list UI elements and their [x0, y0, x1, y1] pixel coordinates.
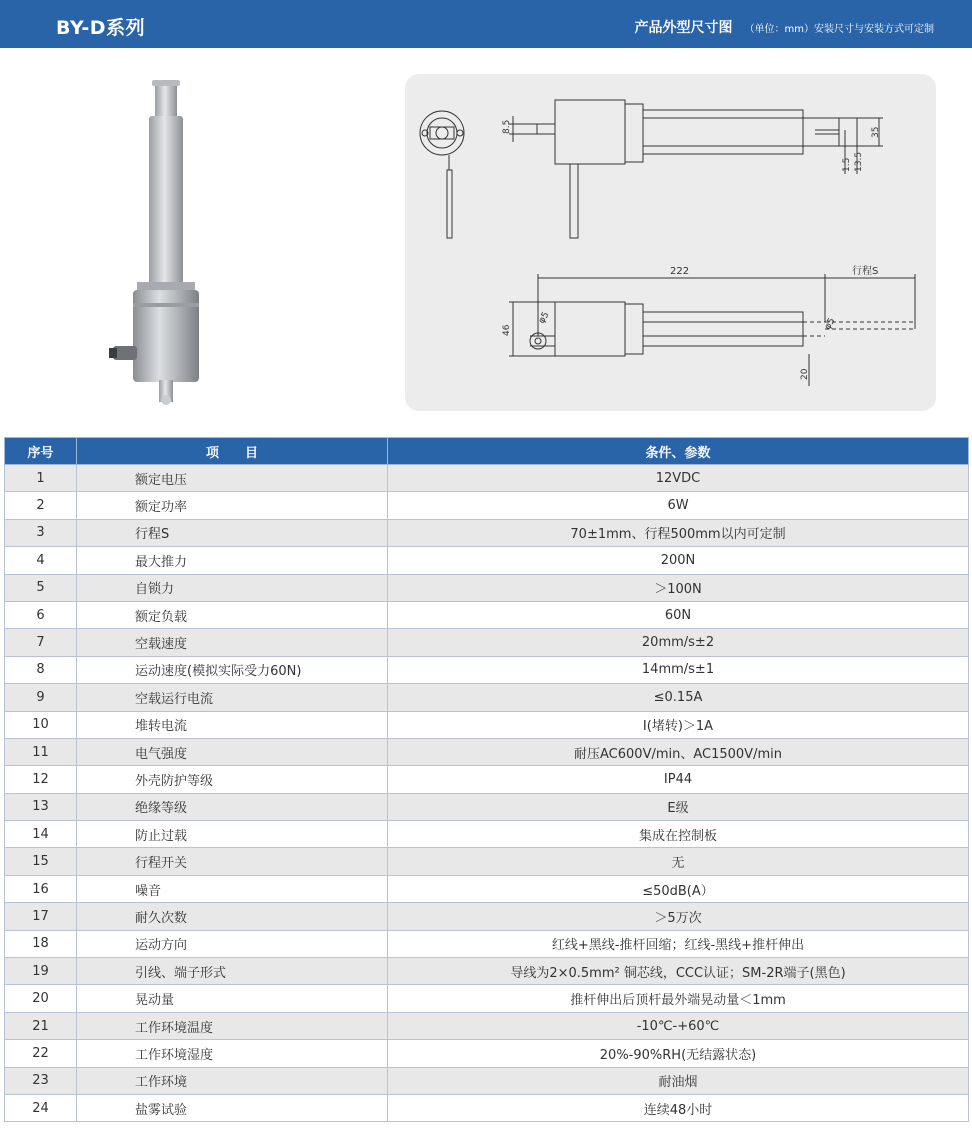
row-number: 19 — [5, 958, 77, 985]
row-number: 16 — [5, 875, 77, 902]
table-row — [5, 656, 969, 683]
row-number: 6 — [5, 601, 77, 628]
row-item: 盐雾试验 — [77, 1094, 388, 1121]
dim-1-5: 1.5 — [842, 157, 852, 172]
row-item: 空载运行电流 — [77, 684, 388, 711]
dim-20: 20 — [800, 368, 810, 380]
row-item: 工作环境湿度 — [77, 1040, 388, 1067]
row-number: 1 — [5, 465, 77, 492]
table-row — [5, 684, 969, 711]
row-value: 耐油烟 — [388, 1067, 969, 1094]
table-row — [5, 547, 969, 574]
row-value: 12VDC — [388, 465, 969, 492]
row-number: 23 — [5, 1067, 77, 1094]
row-value: 集成在控制板 — [388, 821, 969, 848]
row-item: 额定功率 — [77, 492, 388, 519]
series-title: BY-D系列 — [56, 17, 146, 39]
row-item: 防止过载 — [77, 821, 388, 848]
row-number: 13 — [5, 793, 77, 820]
dim-phi5-b: φ5 — [822, 316, 838, 332]
dimension-title — [635, 17, 934, 37]
dim-46: 46 — [502, 324, 512, 336]
end-view — [420, 111, 464, 238]
row-value: 200N — [388, 547, 969, 574]
row-item: 行程开关 — [77, 848, 388, 875]
row-item: 绝缘等级 — [77, 793, 388, 820]
row-number: 18 — [5, 930, 77, 957]
product-photo — [95, 70, 255, 410]
row-value: 20%-90%RH(无结露状态) — [388, 1040, 969, 1067]
row-item: 耐久次数 — [77, 903, 388, 930]
row-number: 20 — [5, 985, 77, 1012]
dimension-title-text: 产品外型尺寸图 — [634, 20, 733, 36]
row-value: 无 — [388, 848, 969, 875]
table-row — [5, 1012, 969, 1039]
row-value: ≤0.15A — [388, 684, 969, 711]
row-item: 最大推力 — [77, 547, 388, 574]
dim-13-5: 13.5 — [854, 151, 864, 172]
row-value: -10℃-+60℃ — [388, 1012, 969, 1039]
table-row — [5, 793, 969, 820]
row-item: 工作环境 — [77, 1067, 388, 1094]
table-row — [5, 465, 969, 492]
row-value: ＞5万次 — [388, 903, 969, 930]
row-value: E级 — [388, 793, 969, 820]
dim-stroke: 行程S — [852, 266, 879, 277]
row-number: 22 — [5, 1040, 77, 1067]
row-value: 耐压AC600V/min、AC1500V/min — [388, 738, 969, 765]
top-view — [509, 274, 915, 386]
row-number: 12 — [5, 766, 77, 793]
table-row — [5, 766, 969, 793]
spec-table — [4, 437, 969, 1122]
row-value: 红线+黑线-推杆回缩；红线-黑线+推杆伸出 — [388, 930, 969, 957]
table-row — [5, 601, 969, 628]
row-number: 17 — [5, 903, 77, 930]
dim-phi5-a: φ5 — [536, 310, 552, 326]
dim-8-5: 8.5 — [502, 119, 512, 134]
table-row — [5, 574, 969, 601]
row-item: 堆转电流 — [77, 711, 388, 738]
row-value: 70±1mm、行程500mm以内可定制 — [388, 519, 969, 546]
row-value: I(堵转)＞1A — [388, 711, 969, 738]
dimension-note: （单位：mm）安装尺寸与安装方式可定制 — [744, 24, 934, 35]
row-item: 额定负载 — [77, 601, 388, 628]
row-number: 14 — [5, 821, 77, 848]
row-value: 导线为2×0.5mm² 铜芯线，CCC认证；SM-2R端子(黑色) — [388, 958, 969, 985]
header-value: 条件、参数 — [388, 438, 969, 465]
row-item: 噪音 — [77, 875, 388, 902]
table-row — [5, 821, 969, 848]
row-number: 11 — [5, 738, 77, 765]
row-value: IP44 — [388, 766, 969, 793]
dim-35: 35 — [871, 126, 881, 138]
row-number: 10 — [5, 711, 77, 738]
dim-222: 222 — [670, 266, 690, 277]
row-number: 4 — [5, 547, 77, 574]
side-view — [509, 100, 883, 238]
table-row — [5, 711, 969, 738]
table-row — [5, 1040, 969, 1067]
table-row — [5, 1094, 969, 1121]
table-row — [5, 958, 969, 985]
row-number: 7 — [5, 629, 77, 656]
row-number: 9 — [5, 684, 77, 711]
row-value: 60N — [388, 601, 969, 628]
header-no: 序号 — [5, 438, 77, 465]
row-item: 电气强度 — [77, 738, 388, 765]
table-row — [5, 1067, 969, 1094]
table-row — [5, 985, 969, 1012]
row-item: 运动速度(模拟实际受力60N) — [77, 656, 388, 683]
row-item: 运动方向 — [77, 930, 388, 957]
row-number: 24 — [5, 1094, 77, 1121]
table-row — [5, 629, 969, 656]
row-value: ≤50dB(A） — [388, 875, 969, 902]
row-item: 自锁力 — [77, 574, 388, 601]
row-value: ＞100N — [388, 574, 969, 601]
row-value: 推杆伸出后顶杆最外端晃动量＜1mm — [388, 985, 969, 1012]
header-item: 项 目 — [77, 438, 388, 465]
row-value: 20mm/s±2 — [388, 629, 969, 656]
row-item: 空载速度 — [77, 629, 388, 656]
table-row — [5, 738, 969, 765]
row-value: 连续48小时 — [388, 1094, 969, 1121]
row-number: 3 — [5, 519, 77, 546]
row-item: 外壳防护等级 — [77, 766, 388, 793]
row-number: 15 — [5, 848, 77, 875]
table-row — [5, 875, 969, 902]
table-row — [5, 848, 969, 875]
row-item: 额定电压 — [77, 465, 388, 492]
table-row — [5, 903, 969, 930]
row-number: 21 — [5, 1012, 77, 1039]
row-item: 晃动量 — [77, 985, 388, 1012]
table-row — [5, 519, 969, 546]
row-item: 工作环境温度 — [77, 1012, 388, 1039]
row-item: 引线、端子形式 — [77, 958, 388, 985]
row-number: 5 — [5, 574, 77, 601]
row-number: 8 — [5, 656, 77, 683]
row-value: 14mm/s±1 — [388, 656, 969, 683]
row-item: 行程S — [77, 519, 388, 546]
table-header-row — [5, 438, 969, 465]
dimension-drawing — [405, 74, 936, 411]
table-row — [5, 492, 969, 519]
header-bar — [0, 0, 972, 48]
row-value: 6W — [388, 492, 969, 519]
table-row — [5, 930, 969, 957]
row-number: 2 — [5, 492, 77, 519]
